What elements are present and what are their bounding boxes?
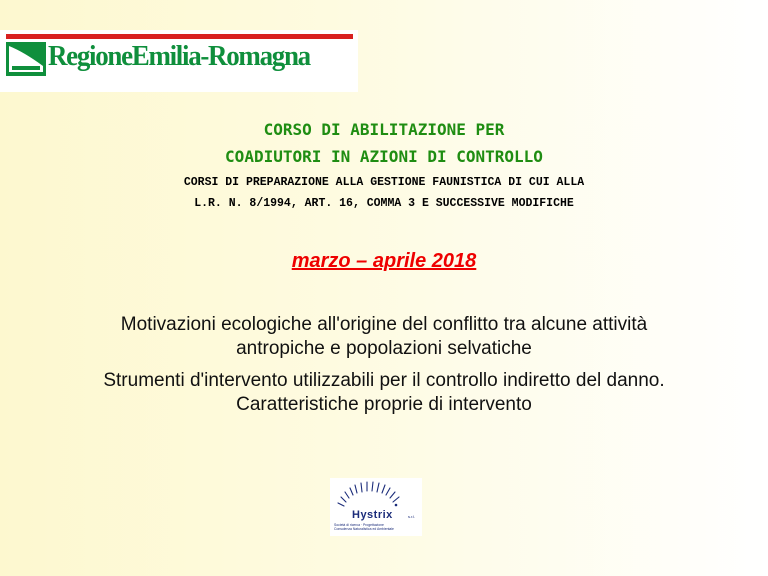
topic-line-4: Caratteristiche proprie di intervento [236, 394, 532, 415]
regione-flag-icon [6, 42, 46, 76]
hystrix-caption-2: Consulenza Naturalistica ed Ambientale [334, 527, 394, 531]
topic-line-3: Strumenti d'intervento utilizzabili per il controllo indiretto del danno. [103, 370, 665, 391]
course-date: marzo – aprile 2018 [291, 250, 477, 272]
course-subtitle: COADIUTORI IN AZIONI DI CONTROLLO [225, 147, 543, 166]
logo-text: RegioneEmilia-Romagna [48, 40, 310, 72]
course-description-line1: CORSI DI PREPARAZIONE ALLA GESTIONE FAUNISTICA DI CUI ALLA [183, 176, 585, 189]
logo-red-bar [6, 34, 353, 39]
topic-line-2: antropiche e popolazioni selvatiche [236, 338, 532, 359]
course-description-line2: L.R. N. 8/1994, ART. 16, COMMA 3 E SUCCESSIVE MODIFICHE [194, 197, 574, 210]
hystrix-logo [330, 478, 422, 536]
hystrix-srl: s.r.l. [408, 514, 416, 519]
topic-line-1: Motivazioni ecologiche all'origine del conflitto tra alcune attività [120, 314, 648, 335]
hystrix-name: Hystrix [352, 509, 393, 521]
hystrix-caption-1: Società di ricerca · Progettazione [334, 523, 384, 527]
course-title: CORSO DI ABILITAZIONE PER [263, 120, 505, 139]
regione-logo [0, 30, 358, 92]
